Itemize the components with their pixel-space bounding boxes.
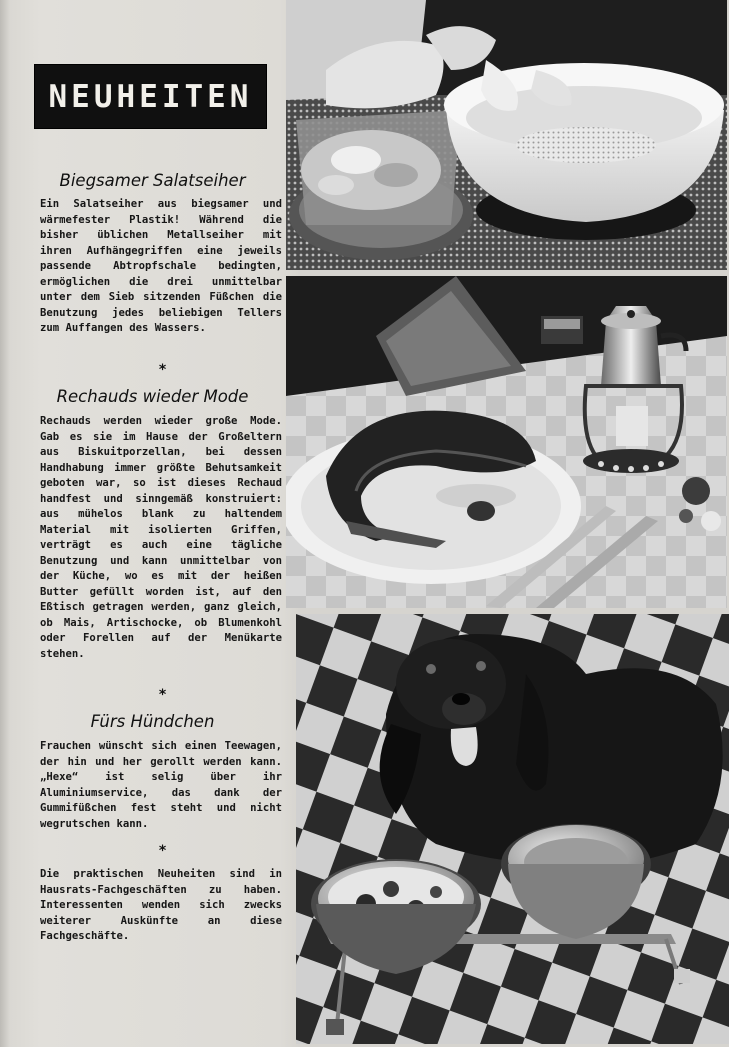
photo-rechaud-table — [286, 276, 727, 608]
article-body-huendchen: Frauchen wünscht sich einen Teewagen, der hin und her gerollt werden kann. „Hexe“ ist selig über ihr Aluminiumservice, das dank der Gummifüßchen fest steht und nicht wegrutschen kann. — [40, 740, 282, 830]
photo-salad-strainer — [286, 0, 727, 270]
article-heading-salatseiher: Biegsamer Salatseiher — [59, 171, 246, 190]
article-body-salatseiher: Ein Salatseiher aus biegsamer und wärmefester Plastik! Während die bisher üblichen Metallseiher mit ihren Aufhängegriffen eine jeweils passende Abtropfschale bedingten, ermöglichen die drei unmittelbar unter dem Sieb sitzenden Füßchen die Benutzung jedes beliebigen Tellers zum Auffangen des Wassers. — [40, 198, 282, 334]
article-heading-rechauds: Rechauds wieder Mode — [56, 387, 249, 406]
separator-star: * — [158, 362, 167, 378]
article-heading-huendchen: Fürs Hündchen — [90, 712, 215, 731]
section-banner — [34, 64, 267, 129]
photo-column — [282, 0, 729, 1047]
text-column — [0, 0, 290, 1047]
footer-note: Die praktischen Neuheiten sind in Hausrats-Fachgeschäften zu haben. Interessenten wenden sich zwecks weiterer Auskünfte an diese Fachgeschäfte. — [40, 868, 282, 942]
separator-star: * — [158, 843, 167, 859]
banner-title: NEUHEITEN — [48, 78, 253, 115]
article-body-rechauds: Rechauds werden wieder große Mode. Gab es sie im Hause der Großeltern aus Biskuitporzellan, bei dessen Handhabung immer größte Behutsamkeit geboten war, so ist dieses Rechaud handfest und sinngemäß konstruiert: aus mühelos blank zu haltendem Material mit isolierten Griffen, verträgt es auch eine tägliche Benutzung und kann unmittelbar von der Küche, wo es mit der heißen Butter gefüllt worden ist, auf den Eßtisch getragen werden, ganz gleich, ob Mais, Artischocke, ob Blumenkohl oder Forellen auf der Menükarte stehen. — [40, 415, 282, 660]
photo-dog-bowls — [296, 614, 729, 1044]
separator-star: * — [158, 687, 167, 703]
